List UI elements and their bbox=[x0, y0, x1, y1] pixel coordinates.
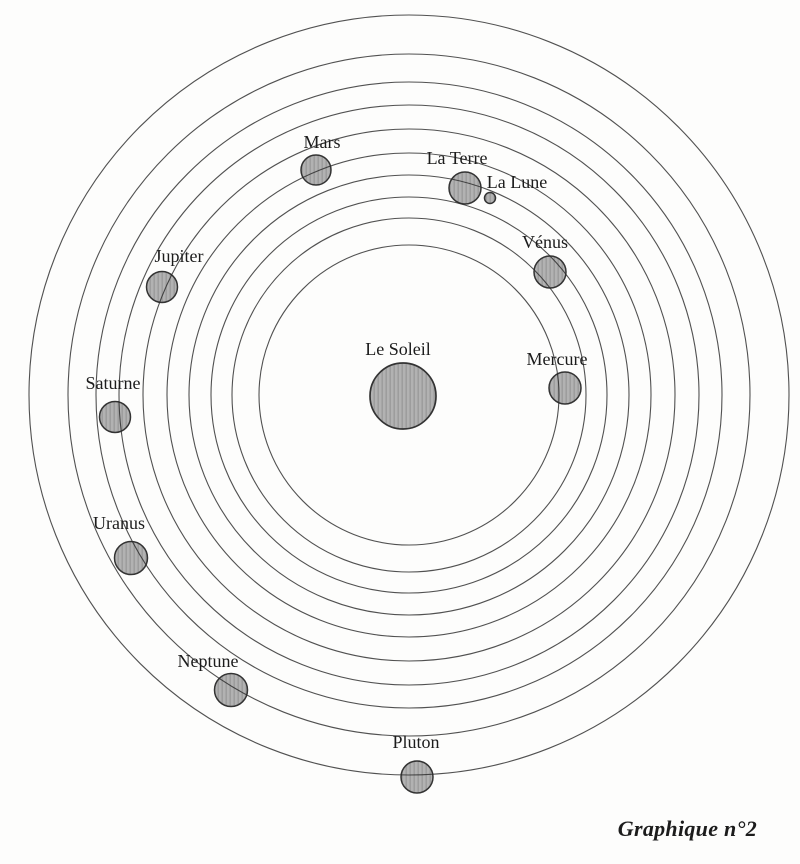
figure-caption: Graphique n°2 bbox=[617, 816, 757, 841]
labels-layer bbox=[86, 132, 588, 752]
planet-jupiter bbox=[147, 272, 178, 303]
label-mercure: Mercure bbox=[526, 349, 588, 369]
planet-mercure bbox=[549, 372, 581, 404]
label-neptune: Neptune bbox=[177, 651, 239, 671]
planet-la-lune bbox=[485, 193, 496, 204]
label-la-terre: La Terre bbox=[426, 148, 488, 168]
label-venus: Vénus bbox=[522, 232, 568, 252]
planet-la-terre bbox=[449, 172, 481, 204]
label-pluton: Pluton bbox=[392, 732, 440, 752]
label-uranus: Uranus bbox=[93, 513, 145, 533]
planet-uranus bbox=[115, 542, 148, 575]
planet-mars bbox=[301, 155, 331, 185]
label-saturne: Saturne bbox=[85, 373, 141, 393]
planet-saturne bbox=[100, 402, 131, 433]
label-la-lune: La Lune bbox=[486, 172, 548, 192]
sun-body bbox=[370, 363, 436, 429]
label-mars: Mars bbox=[303, 132, 341, 152]
planet-venus bbox=[534, 256, 566, 288]
label-jupiter: Jupiter bbox=[154, 246, 204, 266]
label-le-soleil: Le Soleil bbox=[365, 339, 431, 359]
planet-pluton bbox=[401, 761, 433, 793]
